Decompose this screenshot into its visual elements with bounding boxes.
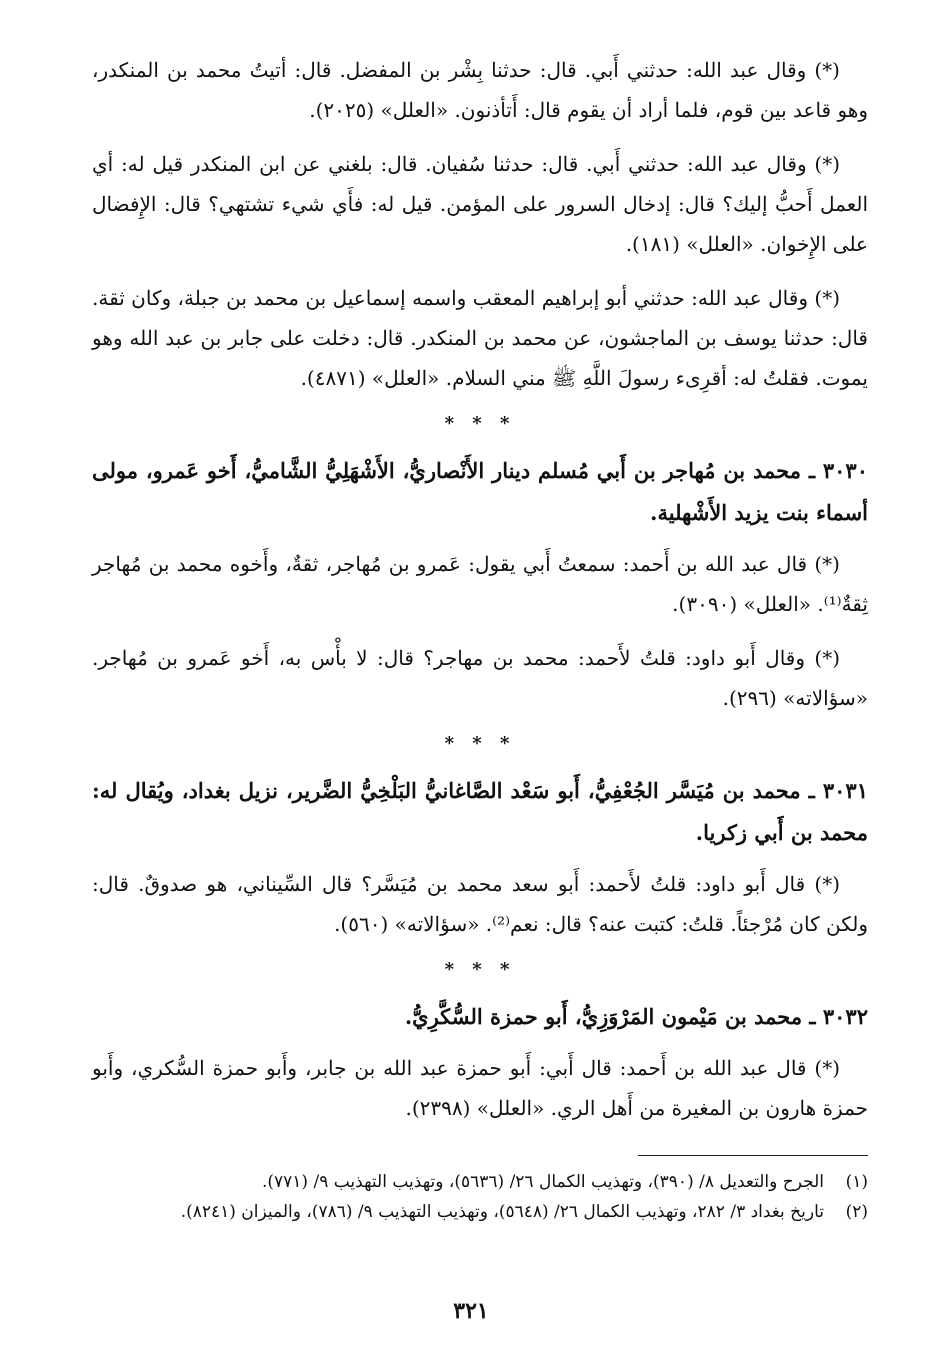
entry-title: ٣٠٣٢ ـ محمد بن مَيْمون المَرْوَزِيُّ، أَبو حمزة السُّكَّرِيُّ. <box>404 1004 868 1029</box>
paragraph <box>92 864 868 944</box>
paragraph-text: (*) وقال عبد الله: حدثني أَبي. قال: حدثنا بِشْر بن المفضل. قال: أتيتُ محمد بن المنكدر، وهو قاعد بين قوم، فلما أراد أن يقوم قال: أَتأذنون. «العلل» (٢٠٢٥). <box>92 58 868 122</box>
section-separator: * * * <box>444 413 516 434</box>
paragraph-text: (*) وقال أَبو داود: قلتُ لأَحمد: محمد بن مهاجر؟ قال: لا بأْس به، أَخو عَمرو بن مُهاجر. «سؤالاته» (٢٩٦). <box>92 646 868 710</box>
paragraph-text: (*) وقال عبد الله: حدثني أبو إبراهيم المعقب واسمه إسماعيل بن محمد بن جبلة، وكان ثقة. قال: حدثنا يوسف بن الماجشون، عن محمد بن المنكدر. قال: دخلت على جابر بن عبد الله وهو يموت. فقلتُ له: أقرِىء رسولَ اللَّهِ ﷺ مني السلام. «العلل» (٤٨٧١). <box>92 286 868 390</box>
footnotes <box>92 1167 868 1227</box>
footnote-rule <box>638 1155 868 1156</box>
footnote-text: تاريخ بغداد ٣/ ٢٨٢، وتهذيب الكمال ٢٦/ (٥٦٤٨)، وتهذيب التهذيب ٩/ (٧٨٦)، والميزان (٨٢٤١). <box>180 1202 824 1222</box>
paragraph <box>92 144 868 264</box>
paragraph-text: (*) قال عبد الله بن أَحمد: قال أَبي: أَبو حمزة عبد الله بن جابر، وأَبو حمزة السُّكري، وأَبو حمزة هارون بن المغيرة من أَهل الري. «العلل» (٢٣٩٨). <box>92 1056 868 1120</box>
section-separator: * * * <box>444 733 516 754</box>
paragraph-text: (*) قال أَبو داود: قلتُ لأَحمد: أَبو سعد محمد بن مُيَسَّر؟ قال السِّيناني، هو صدوقٌ. قال: ولكن كان مُرْجئاً. قلتُ: كتبت عنه؟ قال: نعم⁽²⁾. «سؤالاته» (٥٦٠). <box>92 872 868 936</box>
section-separator: * * * <box>444 959 516 980</box>
paragraph <box>92 544 868 624</box>
page-body <box>92 50 868 1142</box>
footnote-text: الجرح والتعديل ٨/ (٣٩٠)، وتهذيب الكمال ٢٦/ (٥٦٣٦)، وتهذيب التهذيب ٩/ (٧٧١). <box>261 1172 824 1192</box>
footnote-number: (٢) <box>845 1202 868 1222</box>
footnote <box>92 1167 868 1197</box>
paragraph-text: (*) وقال عبد الله: حدثني أَبي. قال: حدثنا سُفيان. قال: بلغني عن ابن المنكدر قيل له: أي العمل أَحبُّ إليك؟ قال: إدخال السرور على المؤمن. قيل له: فأَي شيء تشتهي؟ قال: الإِفضال على الإِخوان. «العلل» (١٨١). <box>92 152 868 256</box>
footnote <box>92 1197 868 1227</box>
paragraph <box>92 1048 868 1128</box>
paragraph <box>92 278 868 398</box>
entry-title: ٣٠٣٠ ـ محمد بن مُهاجر بن أَبي مُسلم دينار الأَنْصاريُّ، الأَشْهَلِيُّ الشَّاميُّ، أَخو عَمرو، مولى أسماء بنت يزيد الأَشْهلية. <box>92 458 868 525</box>
paragraph <box>92 638 868 718</box>
paragraph-text: (*) قال عبد الله بن أَحمد: سمعتُ أَبي يقول: عَمرو بن مُهاجر، ثقةٌ، وأَخوه محمد بن مُهاجر ثِقةٌ⁽¹⁾. «العلل» (٣٠٩٠). <box>92 552 868 616</box>
entry-title: ٣٠٣١ ـ محمد بن مُيَسَّر الجُعْفِيُّ، أَبو سَعْد الصَّاغانيُّ البَلْخِيُّ الضَّرير، نزيل بغداد، ويُقال له: محمد بن أَبي زكريا. <box>92 778 868 845</box>
page-number: ٣٢١ <box>453 1298 489 1324</box>
footnote-number: (١) <box>845 1172 868 1192</box>
paragraph <box>92 50 868 130</box>
